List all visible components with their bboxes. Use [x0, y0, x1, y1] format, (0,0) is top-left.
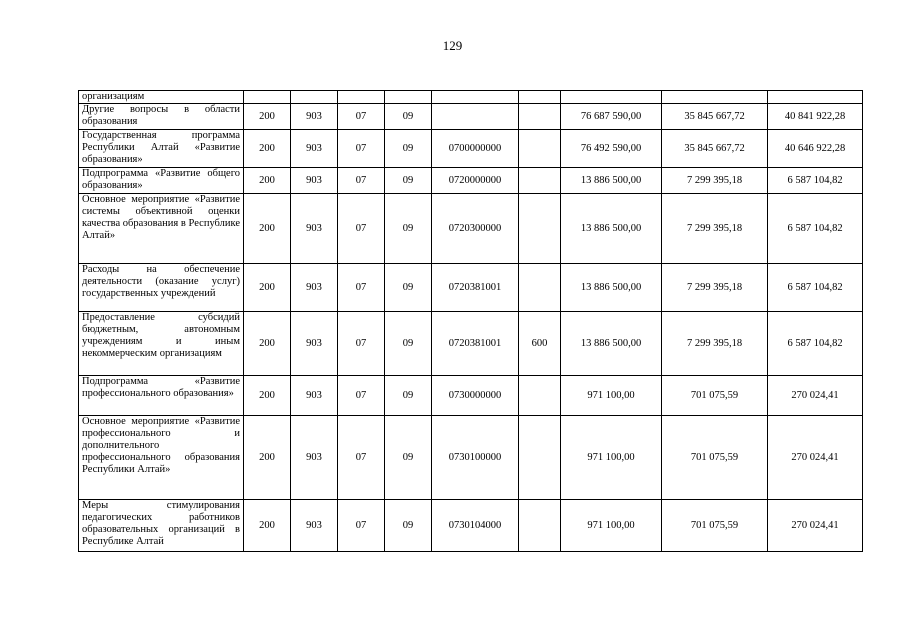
code-cell: 09 [385, 500, 432, 552]
row-name-cell: Подпрограмма «Развитие профессионального образования» [79, 376, 244, 416]
code-cell [244, 91, 291, 104]
code-cell: 0700000000 [432, 130, 519, 168]
code-cell [432, 91, 519, 104]
code-cell: 09 [385, 194, 432, 264]
code-cell [519, 376, 561, 416]
page-number: 129 [442, 38, 463, 53]
code-cell: 09 [385, 416, 432, 500]
amount-cell: 6 587 104,82 [768, 312, 863, 376]
amount-cell: 6 587 104,82 [768, 264, 863, 312]
code-cell: 07 [338, 104, 385, 130]
code-cell: 903 [291, 416, 338, 500]
code-cell [519, 91, 561, 104]
amount-cell: 35 845 667,72 [662, 104, 768, 130]
row-name-cell: Основное мероприятие «Развитие системы объективной оценки качества образования в Республике Алтай» [79, 194, 244, 264]
code-cell: 09 [385, 264, 432, 312]
code-cell: 0720000000 [432, 168, 519, 194]
code-cell: 09 [385, 168, 432, 194]
code-cell: 903 [291, 130, 338, 168]
amount-cell: 7 299 395,18 [662, 312, 768, 376]
code-cell: 200 [244, 264, 291, 312]
code-cell: 09 [385, 312, 432, 376]
row-name-cell: Государственная программа Республики Алтай «Развитие образования» [79, 130, 244, 168]
amount-cell: 7 299 395,18 [662, 194, 768, 264]
code-cell: 903 [291, 168, 338, 194]
code-cell [519, 194, 561, 264]
code-cell [519, 130, 561, 168]
amount-cell [561, 91, 662, 104]
table-row [79, 104, 863, 130]
code-cell: 903 [291, 104, 338, 130]
amount-cell: 13 886 500,00 [561, 264, 662, 312]
amount-cell: 7 299 395,18 [662, 168, 768, 194]
code-cell: 0720300000 [432, 194, 519, 264]
code-cell: 07 [338, 312, 385, 376]
code-cell: 200 [244, 376, 291, 416]
code-cell [519, 168, 561, 194]
amount-cell: 35 845 667,72 [662, 130, 768, 168]
amount-cell: 701 075,59 [662, 376, 768, 416]
code-cell [519, 264, 561, 312]
table-row [79, 312, 863, 376]
code-cell: 200 [244, 130, 291, 168]
code-cell: 200 [244, 416, 291, 500]
table-row [79, 376, 863, 416]
code-cell: 200 [244, 104, 291, 130]
code-cell [338, 91, 385, 104]
amount-cell [662, 91, 768, 104]
amount-cell: 13 886 500,00 [561, 168, 662, 194]
code-cell: 07 [338, 500, 385, 552]
code-cell: 07 [338, 416, 385, 500]
table-row [79, 194, 863, 264]
code-cell [291, 91, 338, 104]
amount-cell: 971 100,00 [561, 376, 662, 416]
table-row [79, 500, 863, 552]
row-name-cell: Расходы на обеспечение деятельности (оказание услуг) государственных учреждений [79, 264, 244, 312]
code-cell: 903 [291, 194, 338, 264]
code-cell: 07 [338, 130, 385, 168]
code-cell: 200 [244, 312, 291, 376]
table-row [79, 264, 863, 312]
code-cell: 09 [385, 104, 432, 130]
amount-cell: 13 886 500,00 [561, 194, 662, 264]
code-cell [385, 91, 432, 104]
amount-cell: 270 024,41 [768, 416, 863, 500]
amount-cell: 40 646 922,28 [768, 130, 863, 168]
budget-table [78, 90, 863, 552]
code-cell: 0720381001 [432, 312, 519, 376]
code-cell: 600 [519, 312, 561, 376]
amount-cell: 701 075,59 [662, 416, 768, 500]
code-cell: 903 [291, 500, 338, 552]
row-name-cell: Предоставление субсидий бюджетным, автономным учреждениям и иным некоммерческим организациям [79, 312, 244, 376]
code-cell [519, 416, 561, 500]
table-row [79, 168, 863, 194]
code-cell [432, 104, 519, 130]
amount-cell: 971 100,00 [561, 500, 662, 552]
code-cell: 07 [338, 376, 385, 416]
code-cell: 0730000000 [432, 376, 519, 416]
code-cell: 903 [291, 312, 338, 376]
code-cell: 07 [338, 264, 385, 312]
code-cell: 903 [291, 264, 338, 312]
amount-cell [768, 91, 863, 104]
amount-cell: 270 024,41 [768, 376, 863, 416]
code-cell: 09 [385, 130, 432, 168]
table-row [79, 416, 863, 500]
code-cell: 0730104000 [432, 500, 519, 552]
amount-cell: 13 886 500,00 [561, 312, 662, 376]
code-cell: 0730100000 [432, 416, 519, 500]
code-cell: 200 [244, 500, 291, 552]
amount-cell: 40 841 922,28 [768, 104, 863, 130]
row-name-cell: организациям [79, 91, 244, 104]
amount-cell: 76 492 590,00 [561, 130, 662, 168]
amount-cell: 6 587 104,82 [768, 194, 863, 264]
code-cell: 200 [244, 168, 291, 194]
row-name-cell: Другие вопросы в области образования [79, 104, 244, 130]
amount-cell: 701 075,59 [662, 500, 768, 552]
amount-cell: 270 024,41 [768, 500, 863, 552]
amount-cell: 76 687 590,00 [561, 104, 662, 130]
code-cell: 0720381001 [432, 264, 519, 312]
row-name-cell: Меры стимулирования педагогических работников образовательных организаций в Республике Алтай [79, 500, 244, 552]
code-cell [519, 500, 561, 552]
code-cell: 903 [291, 376, 338, 416]
row-name-cell: Подпрограмма «Развитие общего образования» [79, 168, 244, 194]
table-row [79, 130, 863, 168]
code-cell: 07 [338, 194, 385, 264]
row-name-cell: Основное мероприятие «Развитие профессионального и дополнительного профессионального образования Республики Алтай» [79, 416, 244, 500]
code-cell: 09 [385, 376, 432, 416]
table-row [79, 91, 863, 104]
amount-cell: 971 100,00 [561, 416, 662, 500]
amount-cell: 6 587 104,82 [768, 168, 863, 194]
code-cell: 07 [338, 168, 385, 194]
amount-cell: 7 299 395,18 [662, 264, 768, 312]
code-cell: 200 [244, 194, 291, 264]
code-cell [519, 104, 561, 130]
